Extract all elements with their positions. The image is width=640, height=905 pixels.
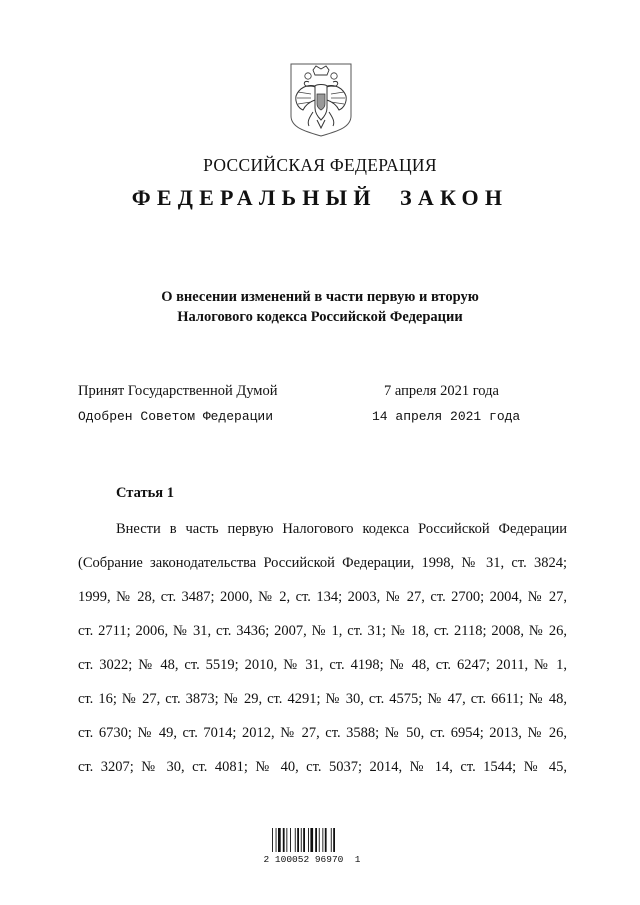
article-heading: Статья 1 [116,485,174,501]
article-text-line: ст. 3022; № 48, ст. 5519; 2010, № 31, ст. 4198; № 48, ст. 6247; 2011, № 1, [78,657,567,673]
article-text-line: 1999, № 28, ст. 3487; 2000, № 2, ст. 134; 2003, № 27, ст. 2700; 2004, № 27, [78,589,567,605]
law-title [0,287,640,327]
article-text-line: ст. 3207; № 30, ст. 4081; № 40, ст. 5037; 2014, № 14, ст. 1544; № 45, [78,759,567,775]
duma-adoption-date: 7 апреля 2021 года [384,383,499,399]
article-text-line: Внести в часть первую Налогового кодекса Российской Федерации [116,521,567,537]
document-type-heading: ФЕДЕРАЛЬНЫЙ ЗАКОН [131,185,509,210]
article-text-line: ст. 6730; № 49, ст. 7014; 2012, № 27, ст. 3588; № 50, ст. 6954; 2013, № 26, [78,725,567,741]
barcode-number: 2 100052 96970 1 [263,854,361,865]
barcode-icon [272,828,352,852]
country-heading: РОССИЙСКАЯ ФЕДЕРАЦИЯ [203,155,437,175]
duma-adoption-label: Принят Государственной Думой [78,383,278,399]
coat-of-arms-icon [289,62,353,138]
article-text-line: ст. 16; № 27, ст. 3873; № 29, ст. 4291; № 30, ст. 4575; № 47, ст. 6611; № 48, [78,691,567,707]
law-title-line-2: Налогового кодекса Российской Федерации [177,309,463,325]
barcode-block [262,818,362,870]
council-approval-label: Одобрен Советом Федерации [78,409,274,424]
law-title-line-1: О внесении изменений в части первую и вторую [161,289,479,305]
article-text-line: ст. 2711; 2006, № 31, ст. 3436; 2007, № 1, ст. 31; № 18, ст. 2118; 2008, № 26, [78,623,567,639]
council-approval-date: 14 апреля 2021 года [372,409,521,424]
article-text-line: (Собрание законодательства Российской Федерации, 1998, № 31, ст. 3824; [78,555,567,571]
